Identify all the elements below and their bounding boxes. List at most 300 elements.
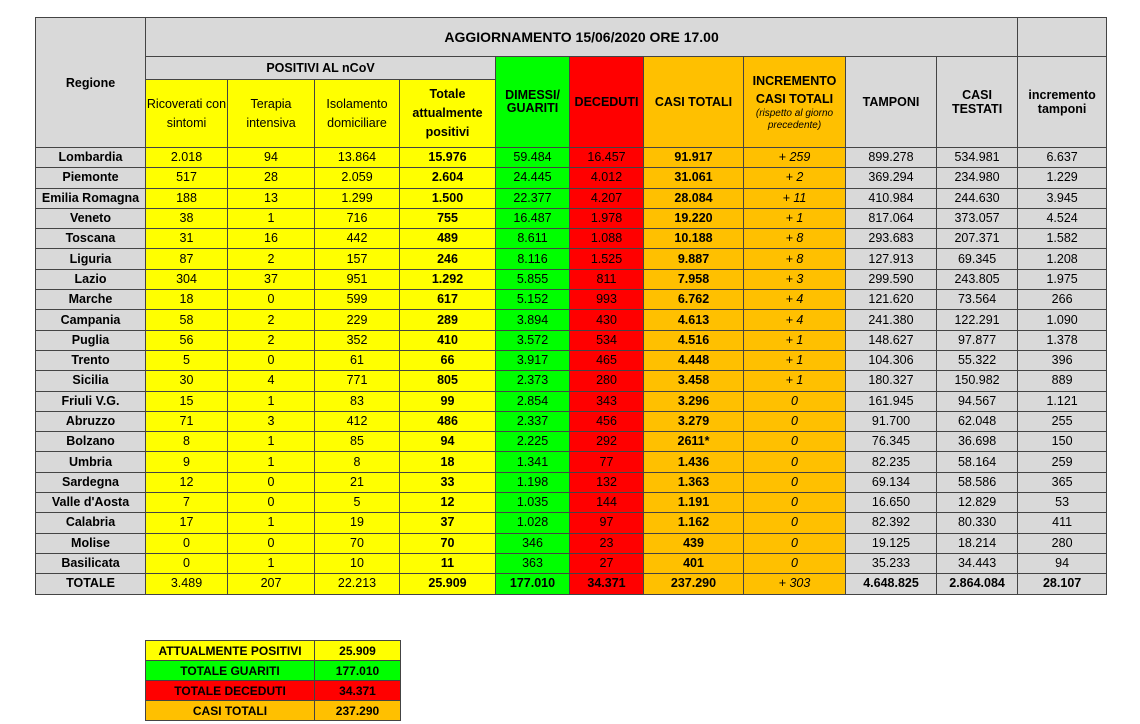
summary-value: 34.371 [315, 681, 401, 701]
cell-casi-testati: 243.805 [937, 269, 1018, 289]
cell-terapia: 2 [228, 310, 315, 330]
table-row [36, 350, 1107, 370]
cell-isolamento: 1.299 [315, 188, 400, 208]
cell-casi-testati: 97.877 [937, 330, 1018, 350]
cell-totale-positivi: 33 [400, 472, 496, 492]
table-row [36, 533, 1107, 553]
cell-dimessi: 22.377 [496, 188, 570, 208]
cell-regione: Sicilia [36, 371, 146, 391]
cell-casi-testati: 122.291 [937, 310, 1018, 330]
cell-terapia: 94 [228, 148, 315, 168]
cell-tamponi: 369.294 [846, 168, 937, 188]
cell-deceduti: 292 [570, 432, 644, 452]
cell-totale-positivi: 486 [400, 411, 496, 431]
cell-isolamento: 70 [315, 533, 400, 553]
cell-casi-totali: 4.613 [644, 310, 744, 330]
cell-terapia: 1 [228, 432, 315, 452]
cell-tamponi: 19.125 [846, 533, 937, 553]
cell-terapia: 28 [228, 168, 315, 188]
cell-ricoverati: 517 [146, 168, 228, 188]
cell-incremento: + 8 [744, 229, 846, 249]
table-row [36, 391, 1107, 411]
cell-tamponi: 161.945 [846, 391, 937, 411]
summary-row [146, 661, 401, 681]
cell-deceduti: 280 [570, 371, 644, 391]
cell-totale-positivi: 37 [400, 513, 496, 533]
cell-incremento: 0 [744, 391, 846, 411]
header-terapia: Terapia intensiva [228, 80, 315, 148]
cell-incremento-tamponi: 94 [1018, 553, 1107, 573]
cell-totale-positivi: 410 [400, 330, 496, 350]
cell-ricoverati: 8 [146, 432, 228, 452]
cell-incremento-tamponi: 28.107 [1018, 574, 1107, 594]
header-incremento-tamponi: incremento tamponi [1018, 57, 1107, 148]
cell-incremento: + 1 [744, 330, 846, 350]
cell-terapia: 2 [228, 249, 315, 269]
cell-ricoverati: 30 [146, 371, 228, 391]
cell-tamponi: 76.345 [846, 432, 937, 452]
cell-incremento-tamponi: 6.637 [1018, 148, 1107, 168]
cell-incremento: 0 [744, 553, 846, 573]
cell-dimessi: 24.445 [496, 168, 570, 188]
cell-isolamento: 442 [315, 229, 400, 249]
cell-regione: Sardegna [36, 472, 146, 492]
cell-incremento-tamponi: 150 [1018, 432, 1107, 452]
cell-isolamento: 8 [315, 452, 400, 472]
cell-regione: Veneto [36, 208, 146, 228]
cell-incremento: 0 [744, 533, 846, 553]
cell-deceduti: 1.525 [570, 249, 644, 269]
table-row [36, 208, 1107, 228]
cell-deceduti: 430 [570, 310, 644, 330]
cell-dimessi: 2.337 [496, 411, 570, 431]
cell-regione: Piemonte [36, 168, 146, 188]
cell-casi-testati: 234.980 [937, 168, 1018, 188]
cell-deceduti: 811 [570, 269, 644, 289]
summary-row [146, 681, 401, 701]
cell-deceduti: 34.371 [570, 574, 644, 594]
cell-casi-testati: 36.698 [937, 432, 1018, 452]
cell-isolamento: 13.864 [315, 148, 400, 168]
cell-casi-testati: 2.864.084 [937, 574, 1018, 594]
cell-deceduti: 993 [570, 290, 644, 310]
cell-dimessi: 346 [496, 533, 570, 553]
cell-incremento: + 2 [744, 168, 846, 188]
cell-casi-totali: 3.458 [644, 371, 744, 391]
cell-tamponi: 121.620 [846, 290, 937, 310]
cell-deceduti: 1.088 [570, 229, 644, 249]
cell-isolamento: 599 [315, 290, 400, 310]
cell-dimessi: 5.152 [496, 290, 570, 310]
cell-incremento: 0 [744, 513, 846, 533]
cell-terapia: 0 [228, 472, 315, 492]
cell-casi-testati: 94.567 [937, 391, 1018, 411]
cell-totale-positivi: 15.976 [400, 148, 496, 168]
cell-deceduti: 1.978 [570, 208, 644, 228]
cell-casi-totali: 7.958 [644, 269, 744, 289]
cell-incremento-tamponi: 280 [1018, 533, 1107, 553]
cell-ricoverati: 9 [146, 452, 228, 472]
cell-incremento: 0 [744, 411, 846, 431]
cell-tamponi: 180.327 [846, 371, 937, 391]
cell-regione: Lombardia [36, 148, 146, 168]
cell-deceduti: 132 [570, 472, 644, 492]
cell-isolamento: 771 [315, 371, 400, 391]
cell-regione: Basilicata [36, 553, 146, 573]
header-deceduti: DECEDUTI [570, 57, 644, 148]
cell-ricoverati: 7 [146, 493, 228, 513]
table-row [36, 269, 1107, 289]
cell-totale-positivi: 805 [400, 371, 496, 391]
cell-deceduti: 27 [570, 553, 644, 573]
cell-totale-positivi: 1.292 [400, 269, 496, 289]
cell-totale-positivi: 94 [400, 432, 496, 452]
cell-deceduti: 343 [570, 391, 644, 411]
cell-incremento-tamponi: 53 [1018, 493, 1107, 513]
table-row [36, 229, 1107, 249]
cell-tamponi: 293.683 [846, 229, 937, 249]
cell-dimessi: 2.854 [496, 391, 570, 411]
cell-regione: Puglia [36, 330, 146, 350]
cell-incremento: 0 [744, 432, 846, 452]
table-row [36, 553, 1107, 573]
cell-casi-totali: 4.448 [644, 350, 744, 370]
cell-ricoverati: 31 [146, 229, 228, 249]
cell-totale-positivi: 12 [400, 493, 496, 513]
cell-incremento: 0 [744, 472, 846, 492]
table-row [36, 188, 1107, 208]
cell-isolamento: 85 [315, 432, 400, 452]
cell-dimessi: 2.373 [496, 371, 570, 391]
cell-dimessi: 3.894 [496, 310, 570, 330]
cell-isolamento: 10 [315, 553, 400, 573]
cell-ricoverati: 38 [146, 208, 228, 228]
table-row [36, 371, 1107, 391]
cell-regione: Lazio [36, 269, 146, 289]
cell-deceduti: 16.457 [570, 148, 644, 168]
cell-dimessi: 59.484 [496, 148, 570, 168]
cell-tamponi: 127.913 [846, 249, 937, 269]
cell-ricoverati: 3.489 [146, 574, 228, 594]
cell-totale-positivi: 18 [400, 452, 496, 472]
cell-totale-positivi: 755 [400, 208, 496, 228]
header-positivi: POSITIVI AL nCoV [146, 57, 496, 80]
cell-terapia: 1 [228, 452, 315, 472]
table-row [36, 452, 1107, 472]
table-row [36, 148, 1107, 168]
cell-deceduti: 456 [570, 411, 644, 431]
cell-ricoverati: 71 [146, 411, 228, 431]
cell-dimessi: 3.572 [496, 330, 570, 350]
cell-casi-testati: 73.564 [937, 290, 1018, 310]
summary-label: TOTALE DECEDUTI [146, 681, 315, 701]
cell-incremento: + 4 [744, 290, 846, 310]
cell-casi-totali: 4.516 [644, 330, 744, 350]
cell-casi-testati: 62.048 [937, 411, 1018, 431]
cell-tamponi: 148.627 [846, 330, 937, 350]
cell-regione: Calabria [36, 513, 146, 533]
cell-casi-totali: 2611* [644, 432, 744, 452]
cell-casi-testati: 58.586 [937, 472, 1018, 492]
cell-incremento-tamponi: 266 [1018, 290, 1107, 310]
header-casi-totali: CASI TOTALI [644, 57, 744, 148]
cell-tamponi: 4.648.825 [846, 574, 937, 594]
update-title: AGGIORNAMENTO 15/06/2020 ORE 17.00 [146, 18, 1018, 57]
cell-regione: Abruzzo [36, 411, 146, 431]
cell-totale-positivi: 99 [400, 391, 496, 411]
cell-isolamento: 716 [315, 208, 400, 228]
cell-deceduti: 465 [570, 350, 644, 370]
cell-tamponi: 91.700 [846, 411, 937, 431]
cell-terapia: 37 [228, 269, 315, 289]
summary-row [146, 641, 401, 661]
cell-terapia: 1 [228, 208, 315, 228]
cell-totale-positivi: 70 [400, 533, 496, 553]
cell-casi-testati: 534.981 [937, 148, 1018, 168]
cell-isolamento: 157 [315, 249, 400, 269]
summary-label: ATTUALMENTE POSITIVI [146, 641, 315, 661]
cell-ricoverati: 304 [146, 269, 228, 289]
cell-deceduti: 4.012 [570, 168, 644, 188]
cell-incremento-tamponi: 4.524 [1018, 208, 1107, 228]
cell-totale-positivi: 289 [400, 310, 496, 330]
table-row [36, 432, 1107, 452]
cell-deceduti: 4.207 [570, 188, 644, 208]
cell-deceduti: 144 [570, 493, 644, 513]
cell-dimessi: 3.917 [496, 350, 570, 370]
cell-totale-positivi: 11 [400, 553, 496, 573]
cell-casi-totali: 10.188 [644, 229, 744, 249]
cell-incremento-tamponi: 259 [1018, 452, 1107, 472]
cell-deceduti: 23 [570, 533, 644, 553]
cell-dimessi: 1.028 [496, 513, 570, 533]
cell-incremento: + 8 [744, 249, 846, 269]
header-corner [1018, 18, 1107, 57]
cell-ricoverati: 12 [146, 472, 228, 492]
cell-tamponi: 299.590 [846, 269, 937, 289]
cell-terapia: 0 [228, 350, 315, 370]
cell-casi-testati: 34.443 [937, 553, 1018, 573]
cell-ricoverati: 0 [146, 533, 228, 553]
cell-terapia: 4 [228, 371, 315, 391]
cell-totale-positivi: 1.500 [400, 188, 496, 208]
cell-casi-totali: 28.084 [644, 188, 744, 208]
cell-casi-totali: 439 [644, 533, 744, 553]
cell-casi-totali: 3.296 [644, 391, 744, 411]
cell-incremento-tamponi: 365 [1018, 472, 1107, 492]
cell-dimessi: 363 [496, 553, 570, 573]
header-isolamento: Isolamento domiciliare [315, 80, 400, 148]
cell-regione: Marche [36, 290, 146, 310]
cell-casi-totali: 237.290 [644, 574, 744, 594]
cell-incremento-tamponi: 1.582 [1018, 229, 1107, 249]
cell-deceduti: 534 [570, 330, 644, 350]
cell-incremento-tamponi: 396 [1018, 350, 1107, 370]
cell-tamponi: 82.235 [846, 452, 937, 472]
cell-regione: Liguria [36, 249, 146, 269]
cell-casi-testati: 244.630 [937, 188, 1018, 208]
cell-ricoverati: 58 [146, 310, 228, 330]
cell-regione: Trento [36, 350, 146, 370]
summary-label: CASI TOTALI [146, 701, 315, 721]
header-regione: Regione [36, 18, 146, 148]
cell-incremento-tamponi: 1.229 [1018, 168, 1107, 188]
cell-regione: Umbria [36, 452, 146, 472]
cell-incremento: + 1 [744, 350, 846, 370]
cell-terapia: 1 [228, 513, 315, 533]
cell-isolamento: 19 [315, 513, 400, 533]
table-row [36, 168, 1107, 188]
cell-regione: Molise [36, 533, 146, 553]
cell-incremento: + 11 [744, 188, 846, 208]
cell-regione: Toscana [36, 229, 146, 249]
header-incremento [744, 57, 846, 148]
cell-casi-totali: 3.279 [644, 411, 744, 431]
cell-casi-totali: 1.162 [644, 513, 744, 533]
table-row [36, 249, 1107, 269]
cell-incremento-tamponi: 1.378 [1018, 330, 1107, 350]
cell-ricoverati: 17 [146, 513, 228, 533]
cell-incremento-tamponi: 1.208 [1018, 249, 1107, 269]
summary-table [145, 640, 401, 721]
cell-casi-totali: 1.436 [644, 452, 744, 472]
cell-deceduti: 77 [570, 452, 644, 472]
cell-casi-totali: 19.220 [644, 208, 744, 228]
cell-dimessi: 1.035 [496, 493, 570, 513]
cell-dimessi: 1.198 [496, 472, 570, 492]
cell-casi-totali: 6.762 [644, 290, 744, 310]
cell-ricoverati: 15 [146, 391, 228, 411]
cell-casi-testati: 80.330 [937, 513, 1018, 533]
cell-tamponi: 16.650 [846, 493, 937, 513]
cell-incremento-tamponi: 3.945 [1018, 188, 1107, 208]
cell-isolamento: 229 [315, 310, 400, 330]
table-row [36, 493, 1107, 513]
cell-regione: TOTALE [36, 574, 146, 594]
cell-casi-totali: 91.917 [644, 148, 744, 168]
cell-incremento: + 303 [744, 574, 846, 594]
cell-casi-testati: 69.345 [937, 249, 1018, 269]
table-row [36, 310, 1107, 330]
cell-incremento-tamponi: 1.090 [1018, 310, 1107, 330]
cell-dimessi: 177.010 [496, 574, 570, 594]
cell-isolamento: 412 [315, 411, 400, 431]
cell-casi-testati: 55.322 [937, 350, 1018, 370]
header-tamponi: TAMPONI [846, 57, 937, 148]
table-row [36, 513, 1107, 533]
table-row [36, 290, 1107, 310]
header-casi-testati: CASI TESTATI [937, 57, 1018, 148]
cell-tamponi: 241.380 [846, 310, 937, 330]
cell-ricoverati: 87 [146, 249, 228, 269]
cell-tamponi: 82.392 [846, 513, 937, 533]
cell-terapia: 0 [228, 493, 315, 513]
cell-tamponi: 104.306 [846, 350, 937, 370]
covid-data-table [35, 17, 1107, 595]
cell-ricoverati: 188 [146, 188, 228, 208]
header-ricoverati: Ricoverati con sintomi [146, 80, 228, 148]
cell-terapia: 1 [228, 553, 315, 573]
cell-dimessi: 8.116 [496, 249, 570, 269]
cell-regione: Valle d'Aosta [36, 493, 146, 513]
cell-isolamento: 61 [315, 350, 400, 370]
total-row [36, 574, 1107, 594]
cell-incremento-tamponi: 889 [1018, 371, 1107, 391]
cell-casi-testati: 12.829 [937, 493, 1018, 513]
cell-incremento: + 1 [744, 371, 846, 391]
cell-incremento: 0 [744, 452, 846, 472]
cell-casi-totali: 401 [644, 553, 744, 573]
cell-tamponi: 69.134 [846, 472, 937, 492]
cell-incremento: + 259 [744, 148, 846, 168]
cell-terapia: 0 [228, 290, 315, 310]
header-totale-positivi: Totale attualmente positivi [400, 80, 496, 148]
cell-casi-testati: 58.164 [937, 452, 1018, 472]
cell-regione: Campania [36, 310, 146, 330]
cell-casi-testati: 18.214 [937, 533, 1018, 553]
cell-tamponi: 410.984 [846, 188, 937, 208]
cell-ricoverati: 18 [146, 290, 228, 310]
cell-casi-totali: 9.887 [644, 249, 744, 269]
cell-dimessi: 16.487 [496, 208, 570, 228]
cell-tamponi: 899.278 [846, 148, 937, 168]
cell-totale-positivi: 66 [400, 350, 496, 370]
cell-terapia: 1 [228, 391, 315, 411]
table-row [36, 330, 1107, 350]
cell-incremento-tamponi: 411 [1018, 513, 1107, 533]
cell-ricoverati: 2.018 [146, 148, 228, 168]
cell-casi-testati: 373.057 [937, 208, 1018, 228]
cell-regione: Friuli V.G. [36, 391, 146, 411]
cell-casi-testati: 207.371 [937, 229, 1018, 249]
cell-ricoverati: 0 [146, 553, 228, 573]
cell-totale-positivi: 489 [400, 229, 496, 249]
summary-value: 177.010 [315, 661, 401, 681]
cell-ricoverati: 56 [146, 330, 228, 350]
summary-value: 237.290 [315, 701, 401, 721]
cell-deceduti: 97 [570, 513, 644, 533]
cell-totale-positivi: 2.604 [400, 168, 496, 188]
cell-incremento: + 4 [744, 310, 846, 330]
cell-incremento: + 1 [744, 208, 846, 228]
cell-dimessi: 5.855 [496, 269, 570, 289]
cell-terapia: 3 [228, 411, 315, 431]
cell-totale-positivi: 25.909 [400, 574, 496, 594]
cell-totale-positivi: 617 [400, 290, 496, 310]
cell-isolamento: 5 [315, 493, 400, 513]
cell-isolamento: 352 [315, 330, 400, 350]
cell-isolamento: 83 [315, 391, 400, 411]
cell-dimessi: 8.611 [496, 229, 570, 249]
summary-label: TOTALE GUARITI [146, 661, 315, 681]
cell-isolamento: 2.059 [315, 168, 400, 188]
cell-casi-testati: 150.982 [937, 371, 1018, 391]
cell-terapia: 0 [228, 533, 315, 553]
header-incremento-note: (rispetto al giorno precedente) [755, 108, 834, 131]
cell-incremento-tamponi: 255 [1018, 411, 1107, 431]
table-row [36, 411, 1107, 431]
summary-row [146, 701, 401, 721]
cell-casi-totali: 1.363 [644, 472, 744, 492]
cell-isolamento: 951 [315, 269, 400, 289]
cell-terapia: 2 [228, 330, 315, 350]
cell-casi-totali: 1.191 [644, 493, 744, 513]
header-incremento-label: INCREMENTO CASI TOTALI [752, 74, 837, 106]
cell-tamponi: 35.233 [846, 553, 937, 573]
cell-incremento: 0 [744, 493, 846, 513]
cell-dimessi: 2.225 [496, 432, 570, 452]
header-dimessi: DIMESSI/ GUARITI [496, 57, 570, 148]
